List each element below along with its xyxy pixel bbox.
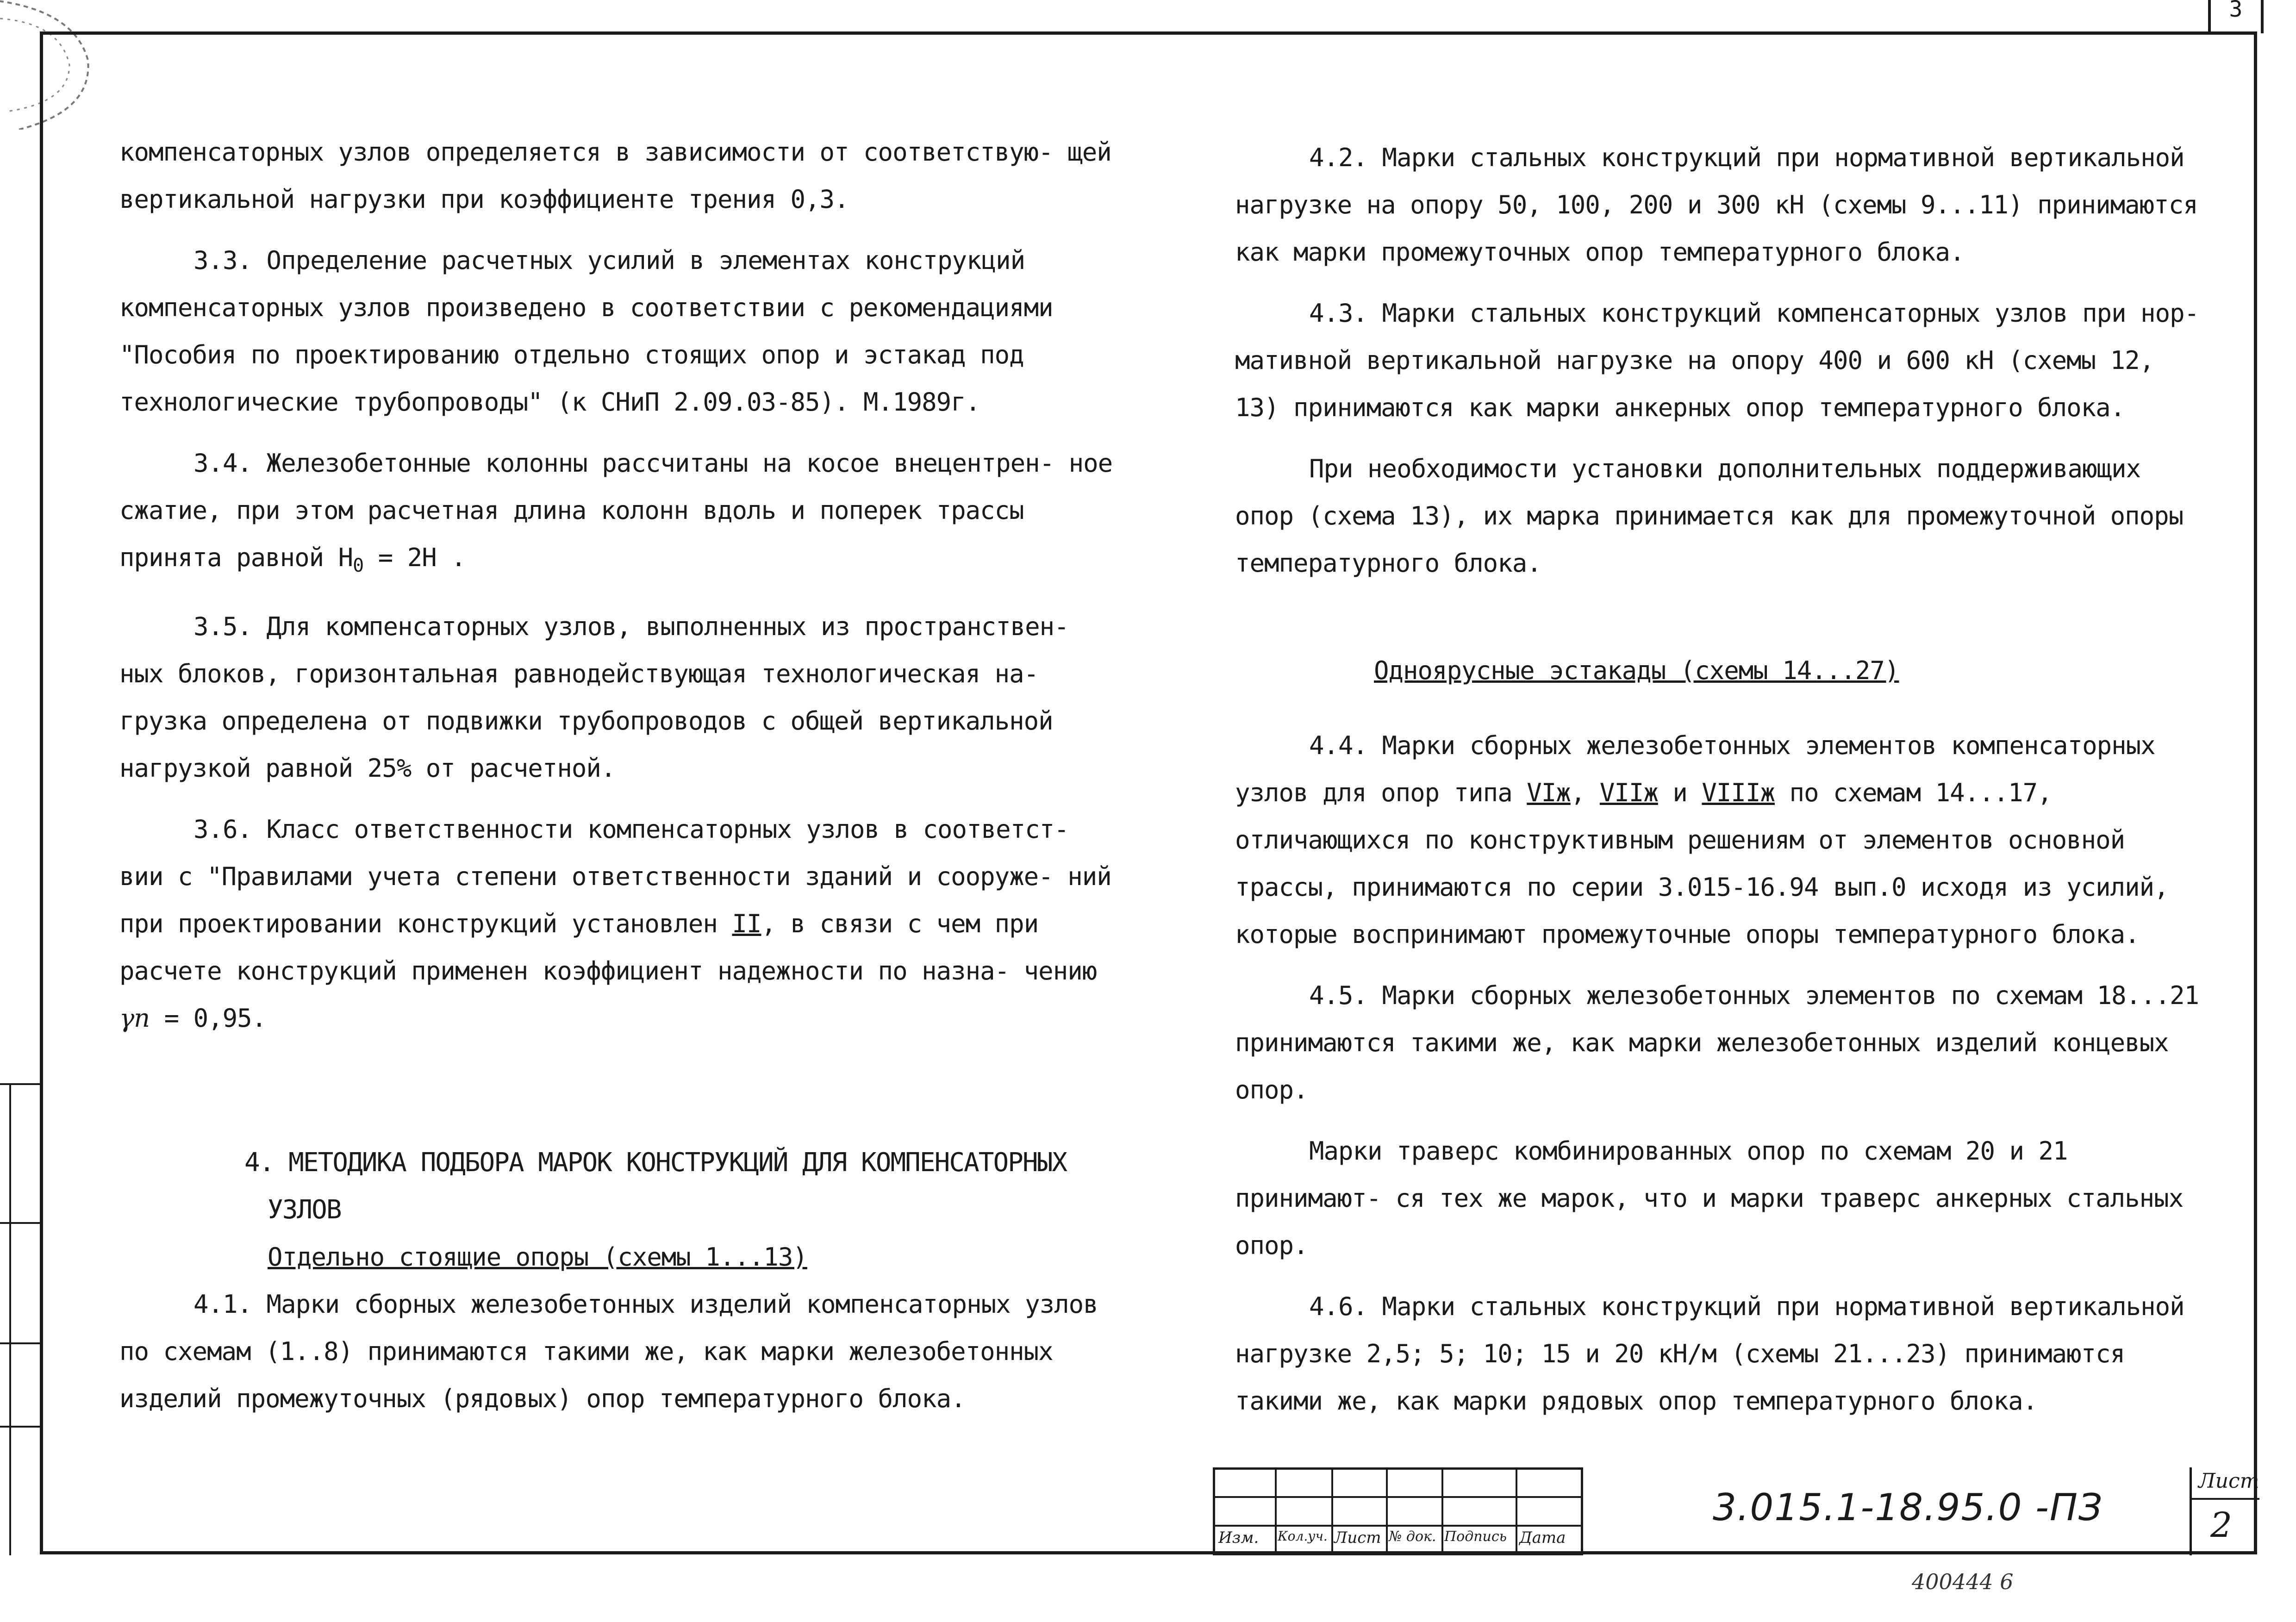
subsection-single-tier-trestles: Одноярусные эстакады (схемы 14...27) xyxy=(1374,656,1899,685)
paragraph-4-3b: При необходимости установки дополнительных поддерживающих опор (схема 13), их марка принимается как для промежуточной опоры температурного блока. xyxy=(1235,454,2184,578)
title-block xyxy=(1213,1467,2257,1555)
subsection-freestanding-supports: Отдельно стоящие опоры (схемы 1...13) xyxy=(268,1242,807,1272)
paragraph-3-3: 3.3. Определение расчетных усилий в элементах конструкций компенсаторных узлов произведено в соответствии с рекомендациями "Пособия по проектированию отдельно стоящих опор и эстакад под технологические трубопроводы" (к СНиП 2.09.03-85). М.1989г. xyxy=(119,246,1053,417)
label-signature: Подпись xyxy=(1444,1528,1507,1545)
paragraph-4-4: 4.4. Марки сборных железобетонных элементов компенсаторных узлов для опор типа VIж, VIIж и VIIIж по схемам 14...17, отличающихся по конструктивным решениям от элементов основной трассы, принимаются по серии 3.015-16.94 вып.0 исходя из усилий, которые воспринимают промежуточные опоры температурного блока. xyxy=(1235,731,2169,949)
right-column xyxy=(1235,134,2202,1425)
type-vi-zh: VIж xyxy=(1527,778,1571,807)
paragraph-4-5: 4.5. Марки сборных железобетонных элементов по схемам 18...21 принимаются такими же, как марки железобетонных изделий концевых опор. xyxy=(1235,981,2199,1104)
paragraph-3-5: 3.5. Для компенсаторных узлов, выполненных из пространствен- ных блоков, горизонтальная равнодействующая технологическая на- грузка определена от подвижки трубопроводов с общей вертикальной нагрузкой равной 25% от расчетной. xyxy=(119,611,1069,783)
label-list: Лист xyxy=(1334,1528,1381,1547)
type-vii-zh: VIIж xyxy=(1599,778,1658,807)
paragraph-4-6: 4.6. Марки стальных конструкций при нормативной вертикальной нагрузке 2,5; 5; 10; 15 и 20 кН/м (схемы 21...23) принимаются такими же, как марки рядовых опор температурного блока. xyxy=(1235,1292,2184,1416)
sheet-label: Лист xyxy=(2198,1469,2259,1493)
top-page-number: 3 xyxy=(2229,0,2243,22)
paragraph-4-5b: Марки траверс комбинированных опор по схемам 20 и 21 принимают- ся тех же марок, что и марки траверс анкерных стальных опор. xyxy=(1235,1136,2184,1260)
document-code: 3.015.1-18.95.0 -ПЗ xyxy=(1713,1486,2103,1529)
paragraph-4-2: 4.2. Марки стальных конструкций при нормативной вертикальной нагрузке на опору 50, 100, 200 и 300 кН (схемы 9...11) принимаются как марки промежуточных опор температурного блока. xyxy=(1235,143,2198,267)
top-page-number-box xyxy=(2208,0,2264,33)
type-viii-zh: VIIIж xyxy=(1702,778,1775,807)
sheet-number-box xyxy=(2190,1467,2257,1555)
subscript-zero: 0 xyxy=(353,555,364,576)
inventory-number: 400444 6 xyxy=(1912,1569,2014,1594)
label-date: Дата xyxy=(1519,1528,1566,1547)
paragraph-3-4: 3.4. Железобетонные колонны рассчитаны на косое внецентрен- ное сжатие, при этом расчетная длина колонн вдоль и поперек трассы принята равной $H_0 = 2H$ . xyxy=(119,449,1113,576)
paragraph-4-3: 4.3. Марки стальных конструкций компенсаторных узлов при нор- мативной вертикальной нагрузке на опору 400 и 600 кН (схемы 12, 13) принимаются как марки анкерных опор температурного блока. xyxy=(1235,299,2199,422)
gamma-n: γn xyxy=(119,1003,150,1033)
label-izm: Изм. xyxy=(1218,1528,1259,1547)
paragraph-continuation: компенсаторных узлов определяется в зависимости от соответствую- щей вертикальной нагрузки при коэффициенте трения 0,3. xyxy=(119,137,1111,214)
section-4-title: 4. МЕТОДИКА ПОДБОРА МАРОК КОНСТРУКЦИЙ ДЛЯ КОМПЕНСАТОРНЫХ УЗЛОВ xyxy=(244,1147,1067,1225)
left-column xyxy=(119,129,1119,1422)
paragraph-3-6: 3.6. Класс ответственности компенсаторных узлов в соответст- вии с "Правилами учета степени ответственности зданий и сооруже- ний при проектировании конструкций установлен II, в связи с чем при расчете конструкций применен коэффициент надежности по назна- чению γn = 0,95. xyxy=(119,814,1111,1033)
label-kol-uch: Кол.уч. xyxy=(1278,1528,1328,1544)
class-two: II xyxy=(732,909,761,938)
left-binding-strip xyxy=(0,1083,40,1555)
paragraph-4-1: 4.1. Марки сборных железобетонных изделий компенсаторных узлов по схемам (1..8) принимаются такими же, как марки железобетонных изделий промежуточных (рядовых) опор температурного блока. xyxy=(119,1289,1098,1413)
label-doc-no: № док. xyxy=(1389,1528,1436,1545)
sheet-number: 2 xyxy=(2210,1505,2233,1545)
